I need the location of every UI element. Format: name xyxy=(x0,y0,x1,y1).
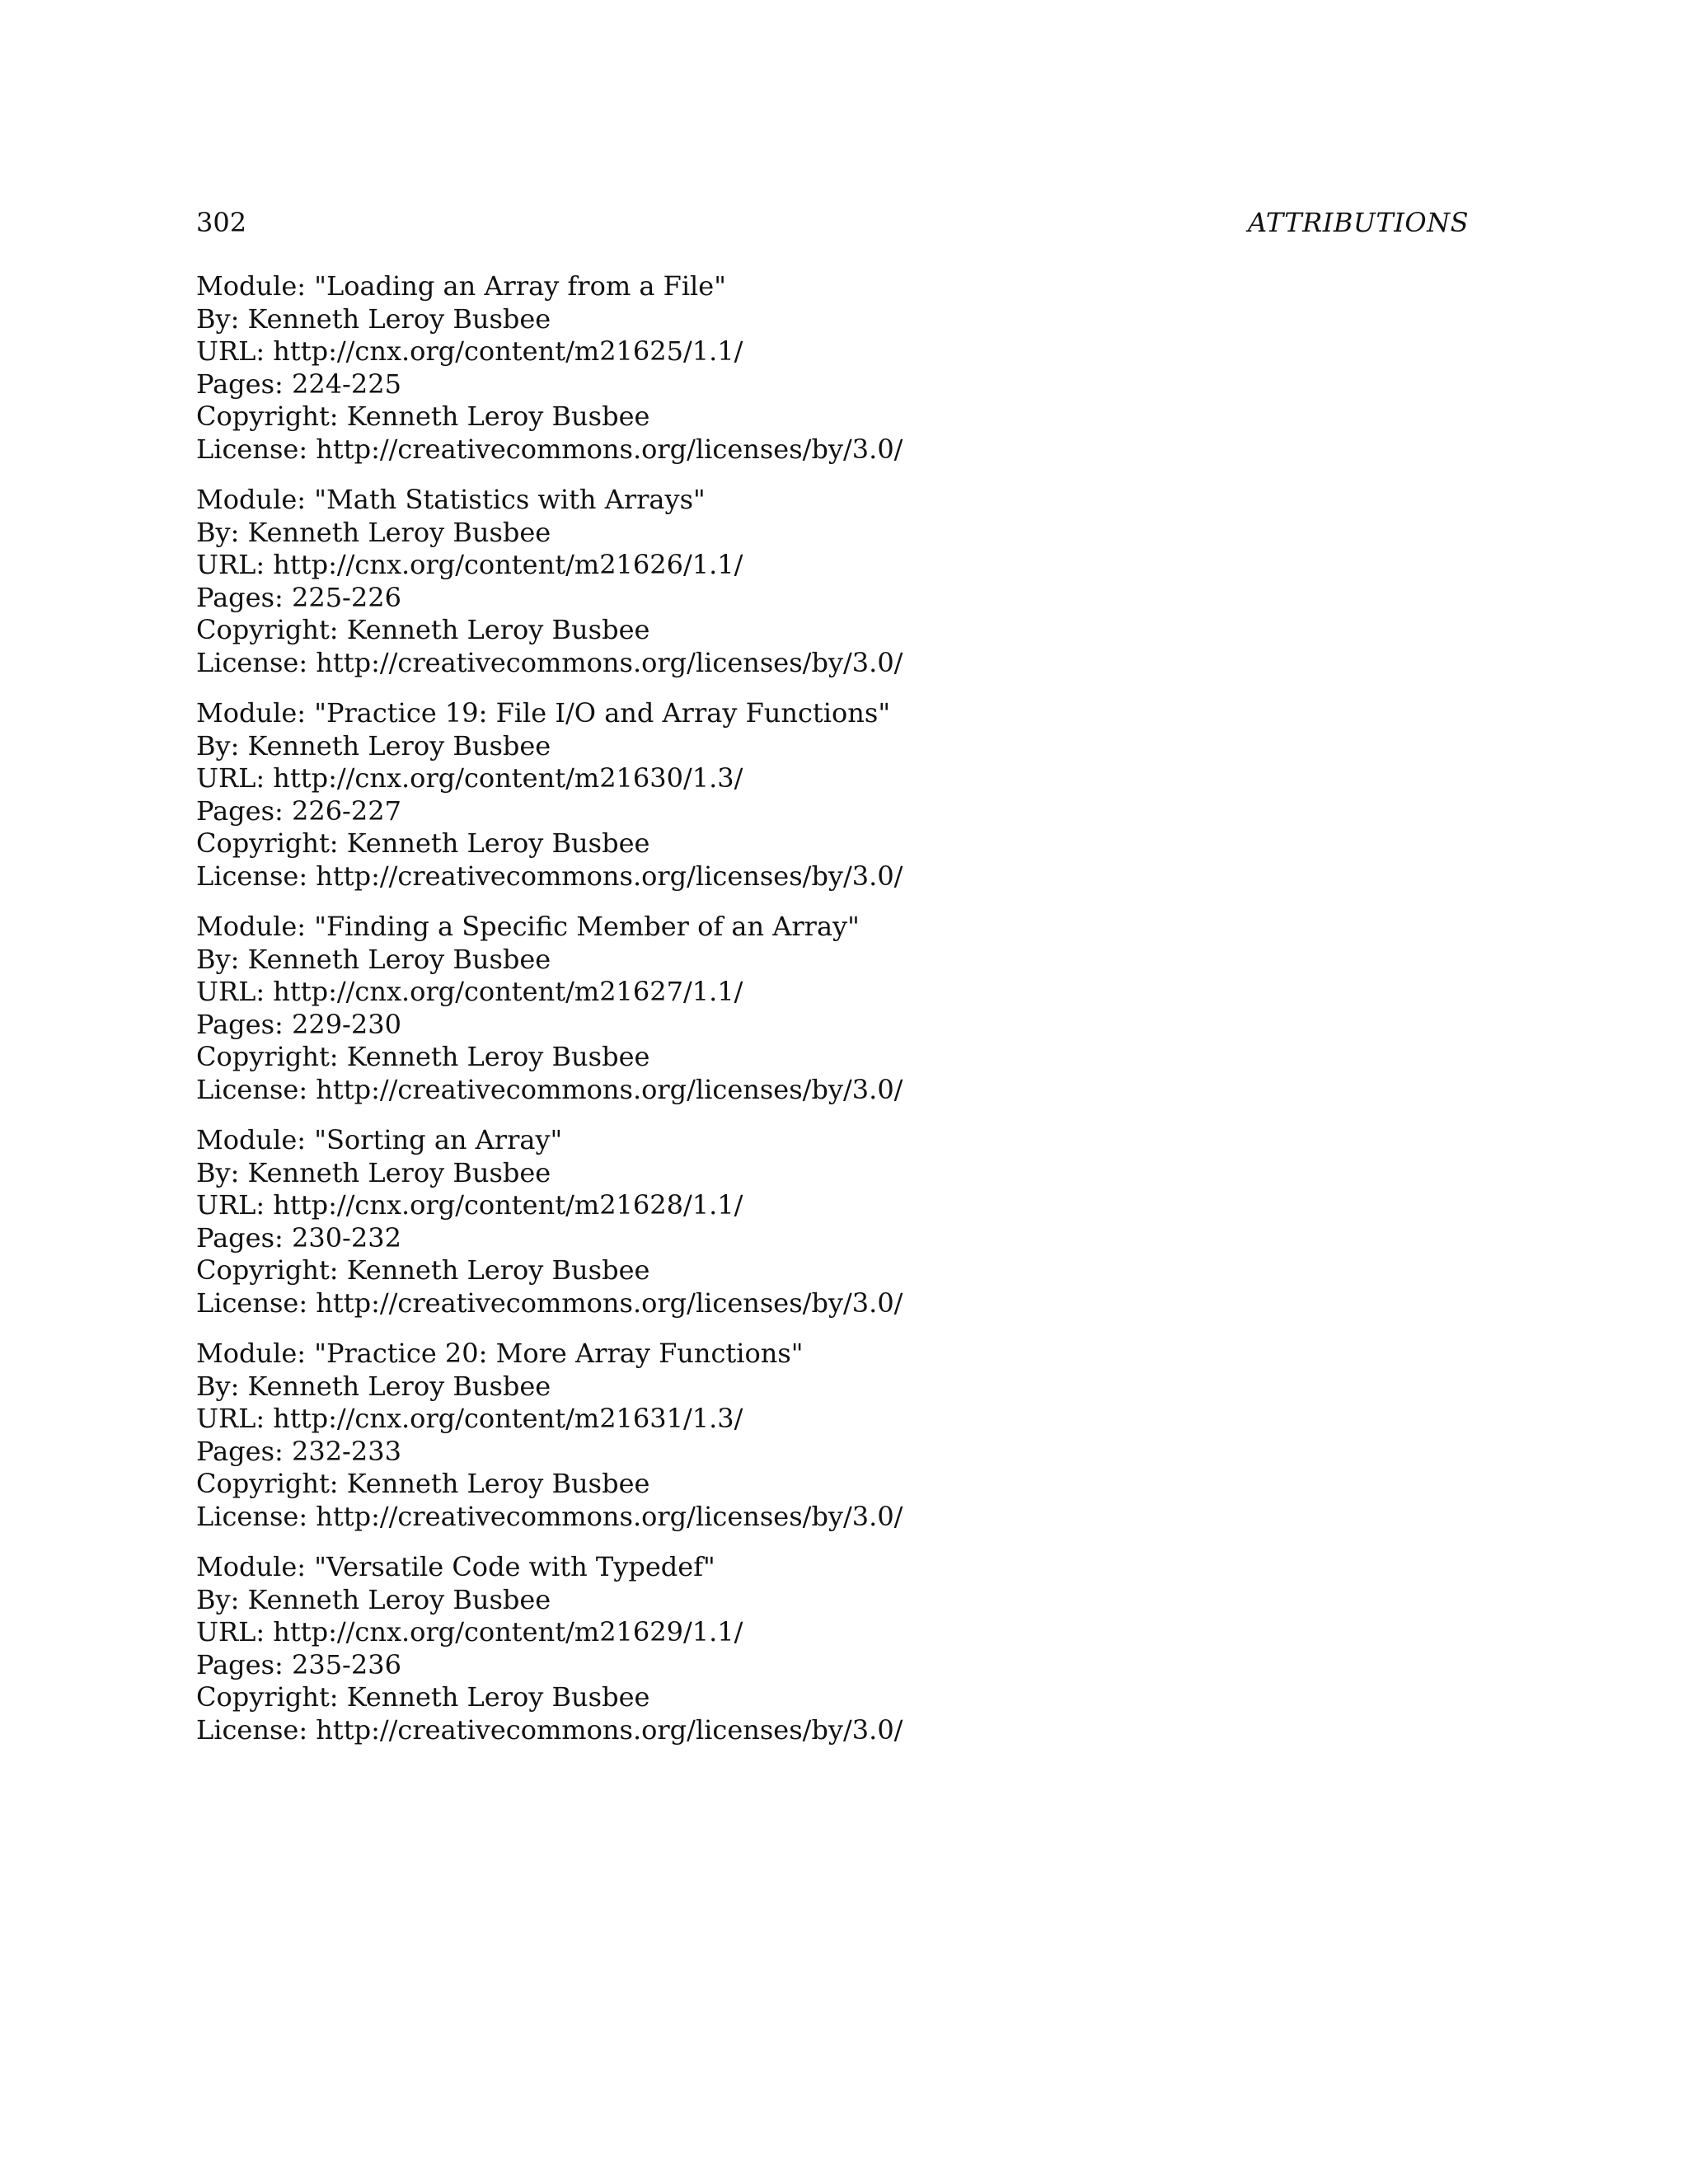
module-pages: Pages: 235-236 xyxy=(196,1648,401,1680)
module-pages: Pages: 232-233 xyxy=(196,1435,401,1467)
module-author: By: Kenneth Leroy Busbee xyxy=(196,1156,551,1188)
module-copyright: Copyright: Kenneth Leroy Busbee xyxy=(196,827,650,859)
module-copyright: Copyright: Kenneth Leroy Busbee xyxy=(196,1041,650,1072)
module-title: Module: "Practice 19: File I/O and Array Functions" xyxy=(196,697,891,729)
module-copyright: Copyright: Kenneth Leroy Busbee xyxy=(196,401,650,432)
module-copyright: Copyright: Kenneth Leroy Busbee xyxy=(196,1254,650,1286)
module-copyright: Copyright: Kenneth Leroy Busbee xyxy=(196,614,650,645)
attribution-entry xyxy=(196,270,1469,466)
attribution-entry xyxy=(196,1124,1469,1319)
page-header xyxy=(196,204,1469,241)
module-license[interactable]: License: http://creativecommons.org/licenses/by/3.0/ xyxy=(196,1713,903,1746)
module-title: Module: "Loading an Array from a File" xyxy=(196,270,726,302)
attribution-list xyxy=(196,270,1469,1765)
attribution-entry xyxy=(196,697,1469,893)
module-pages: Pages: 229-230 xyxy=(196,1008,401,1040)
module-title: Module: "Versatile Code with Typedef" xyxy=(196,1551,715,1582)
module-author: By: Kenneth Leroy Busbee xyxy=(196,943,551,975)
module-author: By: Kenneth Leroy Busbee xyxy=(196,1583,551,1615)
module-url[interactable]: URL: http://cnx.org/content/m21628/1.1/ xyxy=(196,1189,743,1221)
module-author: By: Kenneth Leroy Busbee xyxy=(196,1370,551,1402)
module-author: By: Kenneth Leroy Busbee xyxy=(196,516,551,548)
module-pages: Pages: 225-226 xyxy=(196,581,401,613)
module-author: By: Kenneth Leroy Busbee xyxy=(196,729,551,762)
module-url[interactable]: URL: http://cnx.org/content/m21627/1.1/ xyxy=(196,976,743,1007)
attribution-entry xyxy=(196,484,1469,679)
module-title: Module: "Finding a Specific Member of an Array" xyxy=(196,911,860,942)
module-url[interactable]: URL: http://cnx.org/content/m21625/1.1/ xyxy=(196,335,743,367)
module-url[interactable]: URL: http://cnx.org/content/m21630/1.3/ xyxy=(196,762,743,794)
module-url[interactable]: URL: http://cnx.org/content/m21626/1.1/ xyxy=(196,549,743,580)
module-title: Module: "Math Statistics with Arrays" xyxy=(196,484,706,515)
module-url[interactable]: URL: http://cnx.org/content/m21631/1.3/ xyxy=(196,1403,743,1434)
module-copyright: Copyright: Kenneth Leroy Busbee xyxy=(196,1681,650,1713)
running-head: ATTRIBUTIONS xyxy=(1248,207,1469,238)
module-pages: Pages: 224-225 xyxy=(196,368,401,400)
attribution-entry xyxy=(196,1338,1469,1533)
module-title: Module: "Practice 20: More Array Functions" xyxy=(196,1338,804,1369)
module-pages: Pages: 230-232 xyxy=(196,1221,401,1254)
attribution-entry xyxy=(196,1551,1469,1746)
module-author: By: Kenneth Leroy Busbee xyxy=(196,302,551,335)
module-copyright: Copyright: Kenneth Leroy Busbee xyxy=(196,1468,650,1499)
module-url[interactable]: URL: http://cnx.org/content/m21629/1.1/ xyxy=(196,1616,743,1647)
module-license[interactable]: License: http://creativecommons.org/licenses/by/3.0/ xyxy=(196,860,903,892)
module-license[interactable]: License: http://creativecommons.org/licenses/by/3.0/ xyxy=(196,646,903,678)
module-pages: Pages: 226-227 xyxy=(196,794,401,827)
page-number: 302 xyxy=(196,207,247,238)
module-license[interactable]: License: http://creativecommons.org/licenses/by/3.0/ xyxy=(196,433,903,465)
module-title: Module: "Sorting an Array" xyxy=(196,1124,563,1155)
module-license[interactable]: License: http://creativecommons.org/licenses/by/3.0/ xyxy=(196,1073,903,1105)
module-license[interactable]: License: http://creativecommons.org/licenses/by/3.0/ xyxy=(196,1286,903,1319)
module-license[interactable]: License: http://creativecommons.org/licenses/by/3.0/ xyxy=(196,1500,903,1532)
attribution-entry xyxy=(196,911,1469,1106)
